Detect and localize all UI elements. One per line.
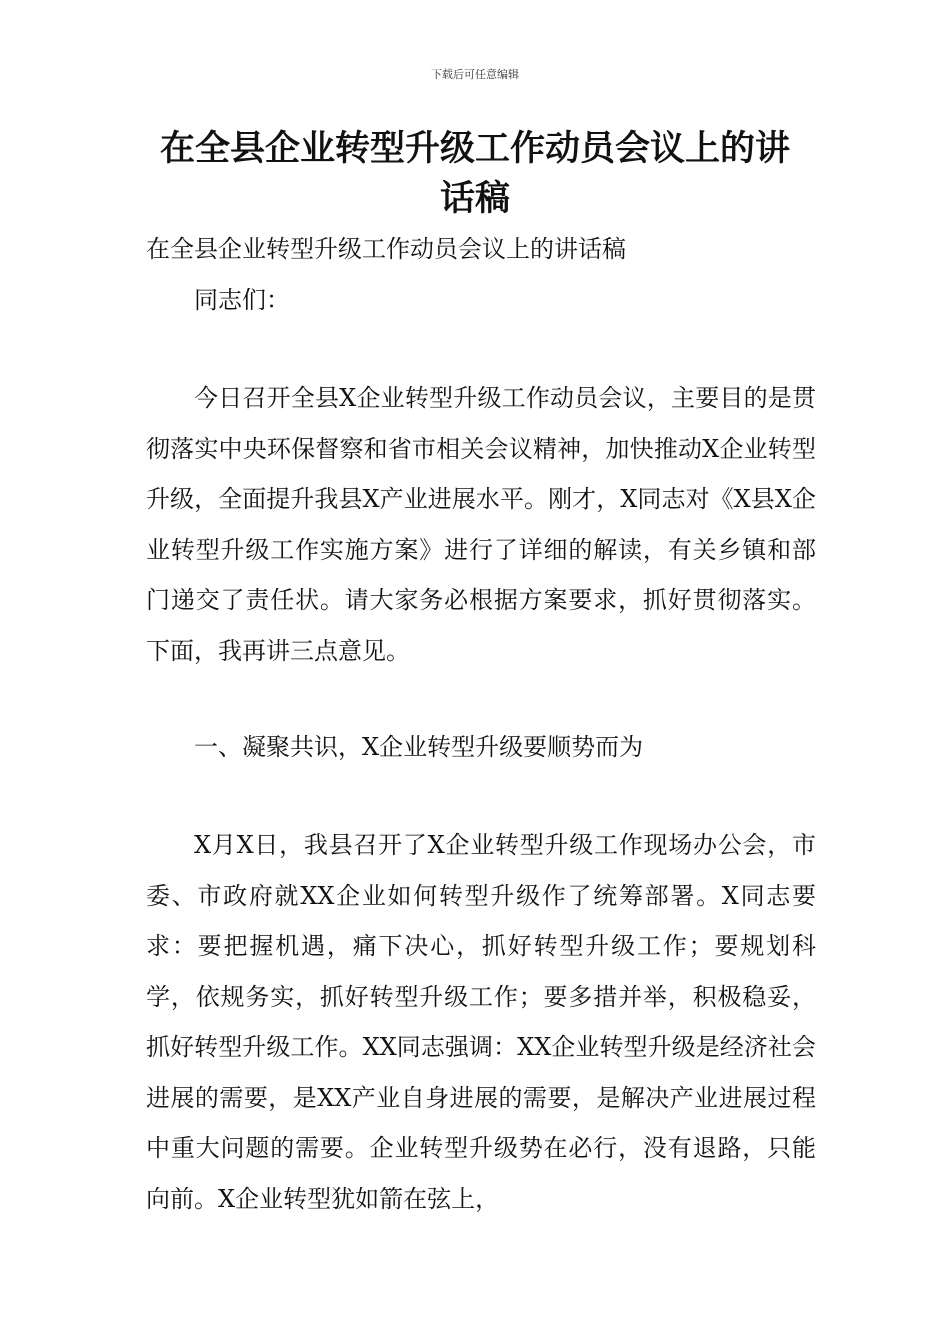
header-note: 下载后可任意编辑: [431, 68, 519, 81]
paragraph-intro: 今日召开全县X企业转型升级工作动员会议，主要目的是贯彻落实中央环保督察和省市相关会议精神，加快推动X企业转型升级，全面提升我县X产业进展水平。刚才，X同志对《X县X企业转型升级工作实施方案》进行了详细的解读，有关乡镇和部门递交了责任状。请大家务必根据方案要求，抓好贯彻落实。下面，我再讲三点意见。: [146, 384, 816, 665]
document-subtitle: 在全县企业转型升级工作动员会议上的讲话稿: [146, 235, 626, 263]
salutation: 同志们：: [194, 286, 290, 314]
paragraph-section-1: X月X日，我县召开了X企业转型升级工作现场办公会，市委、市政府就XX企业如何转型升级作了统筹部署。X同志要求：要把握机遇，痛下决心，抓好转型升级工作；要规划科学，依规务实，抓好转型升级工作；要多措并举，积极稳妥，抓好转型升级工作。XX同志强调：XX企业转型升级是经济社会进展的需要，是XX产业自身进展的需要，是解决产业进展过程中重大问题的需要。企业转型升级势在必行，没有退路，只能向前。X企业转型犹如箭在弦上，: [146, 831, 816, 1213]
section-heading: 一、凝聚共识，X企业转型升级要顺势而为: [194, 733, 644, 761]
document-title: 在全县企业转型升级工作动员会议上的讲话稿: [159, 129, 790, 219]
